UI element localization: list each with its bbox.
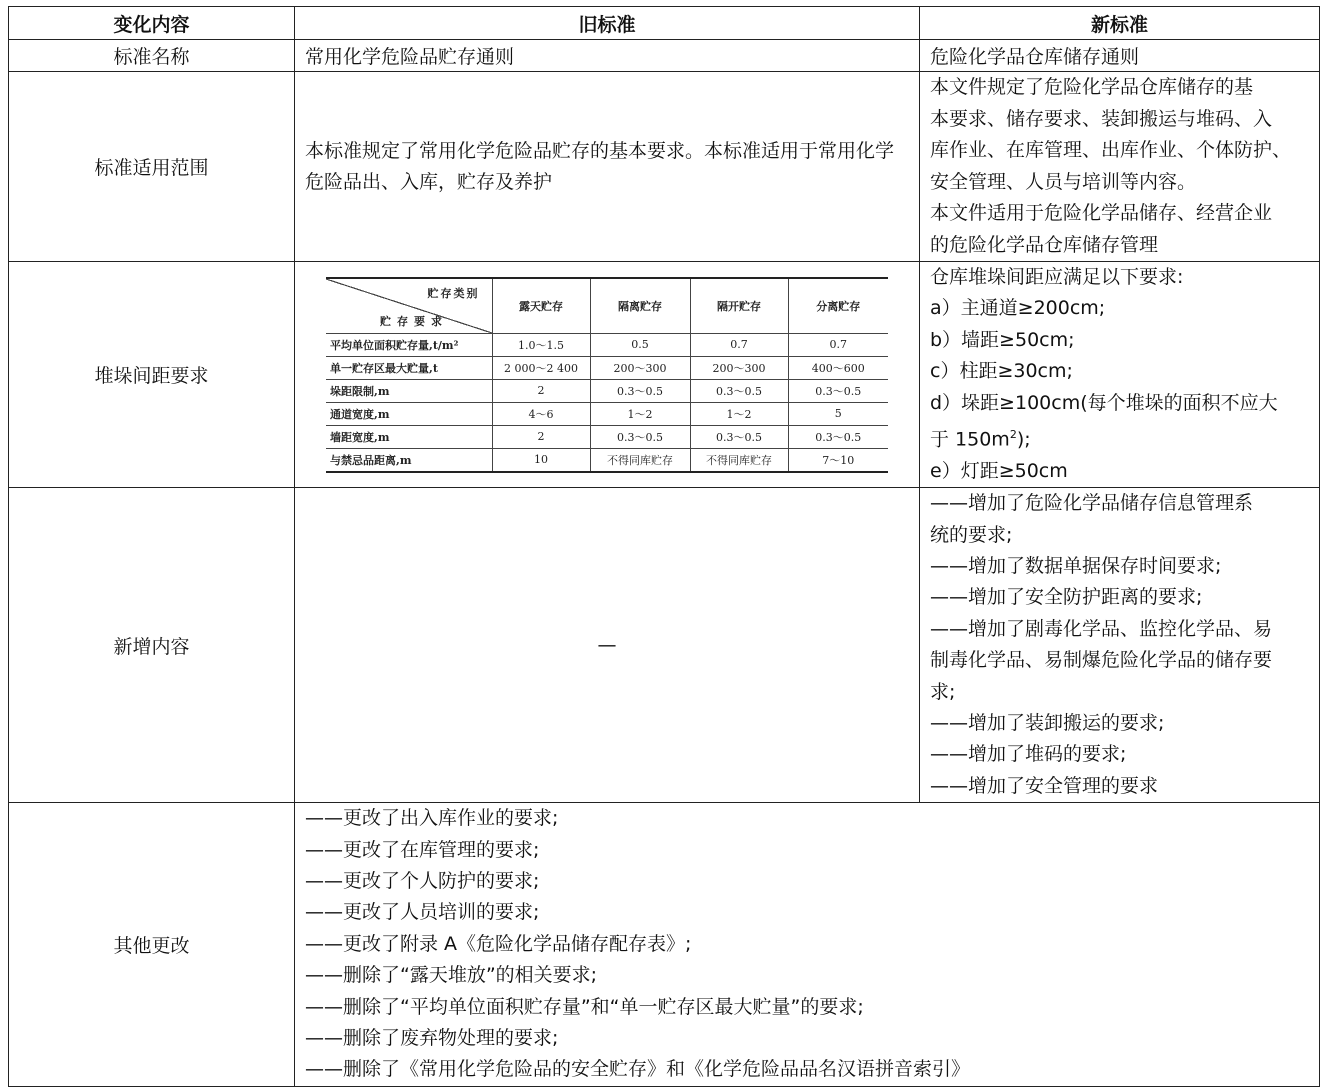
list-item: ——删除了“平均单位面积贮存量”和“单一贮存区最大贮量”的要求; — [305, 995, 864, 1018]
list-item: ——删除了废弃物处理的要求; — [305, 1027, 559, 1050]
inner-header-row — [326, 278, 888, 334]
row-label: 标准名称 — [9, 40, 295, 72]
superscript: 2 — [1009, 428, 1017, 442]
inner-cell: 0.5 — [590, 333, 690, 356]
inner-cell: 1.0～1.5 — [492, 333, 590, 356]
inner-cell: 0.3～0.5 — [788, 379, 888, 402]
text-line: 仓库堆垛间距应满足以下要求: — [930, 266, 1184, 288]
row-other-changes — [9, 803, 1320, 1087]
corner-bottom-label: 贮存要求 — [380, 314, 448, 328]
text-line: 安全管理、人员与培训等内容。 — [930, 170, 1197, 193]
inner-cell: 5 — [788, 402, 888, 425]
text-line: 库作业、在库管理、出库作业、个体防护、 — [930, 139, 1292, 161]
header-change-content: 变化内容 — [9, 7, 295, 40]
inner-col-header: 隔离贮存 — [590, 278, 690, 334]
text-line: ——增加了安全防护距离的要求; — [930, 586, 1203, 609]
list-item: ——更改了出入库作业的要求; — [305, 807, 559, 830]
inner-row — [326, 425, 888, 448]
row-label: 标准适用范围 — [9, 72, 295, 262]
other-changes-list — [295, 803, 1320, 1087]
inner-cell: 10 — [492, 448, 590, 472]
text-line: b）墙距≥50cm; — [930, 328, 1075, 351]
inner-row — [326, 379, 888, 402]
text-line: c）柱距≥30cm; — [930, 360, 1073, 383]
list-item: ——更改了在库管理的要求; — [305, 838, 540, 861]
text-line: 制毒化学品、易制爆危险化学品的储存要 — [930, 649, 1273, 672]
text-line: d）垛距≥100cm(每个堆垛的面积不应大 — [930, 391, 1278, 414]
text-line: 本要求、储存要求、装卸搬运与堆码、入 — [930, 107, 1273, 130]
inner-cell: 1～2 — [590, 402, 690, 425]
row-label: 新增内容 — [9, 488, 295, 803]
new-scope-text — [920, 72, 1320, 262]
text-fragment: 于 150m — [930, 428, 1010, 451]
standard-comparison-table — [8, 6, 1320, 1087]
inner-cell: 0.7 — [690, 333, 788, 356]
inner-cell: 2 — [492, 425, 590, 448]
inner-cell: 0.3～0.5 — [690, 425, 788, 448]
text-line: 本文件适用于危险化学品储存、经营企业 — [930, 202, 1273, 224]
row-label: 其他更改 — [9, 803, 295, 1087]
text-line: e）灯距≥50cm — [930, 459, 1068, 482]
inner-row-label: 垛距限制,m — [326, 379, 492, 402]
inner-cell: 7～10 — [788, 448, 888, 472]
inner-cell: 200～300 — [690, 356, 788, 379]
inner-cell: 2 — [492, 379, 590, 402]
row-scope — [9, 72, 1320, 262]
inner-col-header: 露天贮存 — [492, 278, 590, 334]
header-new-standard: 新标准 — [920, 7, 1320, 40]
text-line: ——增加了安全管理的要求 — [930, 774, 1159, 797]
inner-col-header: 分离贮存 — [788, 278, 888, 334]
list-item: ——删除了《常用化学危险品的安全贮存》和《化学危险品品名汉语拼音索引》 — [305, 1058, 971, 1081]
inner-cell: 0.3～0.5 — [788, 425, 888, 448]
old-added-content: — — [295, 488, 920, 803]
old-scope-text: 本标准规定了常用化学危险品贮存的基本要求。本标准适用于常用化学危险品出、入库，贮存及养护 — [295, 72, 920, 262]
inner-row-label: 与禁忌品距离,m — [326, 448, 492, 472]
inner-cell: 0.3～0.5 — [690, 379, 788, 402]
inner-row-label: 通道宽度,m — [326, 402, 492, 425]
text-line: ——增加了危险化学品储存信息管理系 — [930, 492, 1254, 515]
inner-cell: 0.3～0.5 — [590, 379, 690, 402]
text-line: a）主通道≥200cm; — [930, 297, 1106, 320]
inner-cell: 1～2 — [690, 402, 788, 425]
inner-cell: 不得同库贮存 — [590, 448, 690, 472]
text-line: 求; — [930, 680, 956, 703]
inner-row — [326, 448, 888, 472]
list-item: ——删除了“露天堆放”的相关要求; — [305, 964, 598, 987]
inner-row — [326, 356, 888, 379]
text-line: ——增加了剧毒化学品、监控化学品、易 — [930, 617, 1273, 640]
new-standard-name: 危险化学品仓库储存通则 — [920, 40, 1320, 72]
inner-row — [326, 333, 888, 356]
old-storage-table — [326, 277, 888, 473]
text-line: ——增加了装卸搬运的要求; — [930, 712, 1165, 735]
list-item: ——更改了个人防护的要求; — [305, 870, 540, 893]
inner-cell: 400～600 — [788, 356, 888, 379]
corner-top-label: 贮存类别 — [427, 286, 480, 300]
inner-cell: 0.3～0.5 — [590, 425, 690, 448]
text-line — [930, 419, 1309, 456]
row-stacking-spacing — [9, 262, 1320, 488]
inner-row-label: 单一贮存区最大贮量,t — [326, 356, 492, 379]
new-added-content — [920, 488, 1320, 803]
inner-row-label: 平均单位面积贮存量,t/m² — [326, 333, 492, 356]
inner-row-label: 墙距宽度,m — [326, 425, 492, 448]
inner-cell: 2 000～2 400 — [492, 356, 590, 379]
inner-corner-cell — [326, 278, 492, 334]
text-line: 统的要求; — [930, 523, 1013, 546]
list-item: ——更改了附录 A《危险化学品储存配存表》; — [305, 932, 692, 955]
text-line: 本文件规定了危险化学品仓库储存的基 — [930, 76, 1254, 98]
new-spacing-requirements — [920, 262, 1320, 488]
inner-cell: 不得同库贮存 — [690, 448, 788, 472]
inner-cell: 4～6 — [492, 402, 590, 425]
text-line: ——增加了数据单据保存时间要求; — [930, 554, 1222, 577]
old-spacing-table-cell — [295, 262, 920, 488]
inner-col-header: 隔开贮存 — [690, 278, 788, 334]
old-standard-name: 常用化学危险品贮存通则 — [295, 40, 920, 72]
inner-row — [326, 402, 888, 425]
inner-cell: 200～300 — [590, 356, 690, 379]
text-fragment: ); — [1016, 428, 1031, 451]
row-added-content — [9, 488, 1320, 803]
text-line: 的危险化学品仓库储存管理 — [930, 233, 1159, 256]
row-label: 堆垛间距要求 — [9, 262, 295, 488]
row-standard-name — [9, 40, 1320, 72]
header-old-standard: 旧标准 — [295, 7, 920, 40]
header-row — [9, 7, 1320, 40]
text-line: ——增加了堆码的要求; — [930, 743, 1127, 766]
list-item: ——更改了人员培训的要求; — [305, 901, 540, 924]
inner-cell: 0.7 — [788, 333, 888, 356]
